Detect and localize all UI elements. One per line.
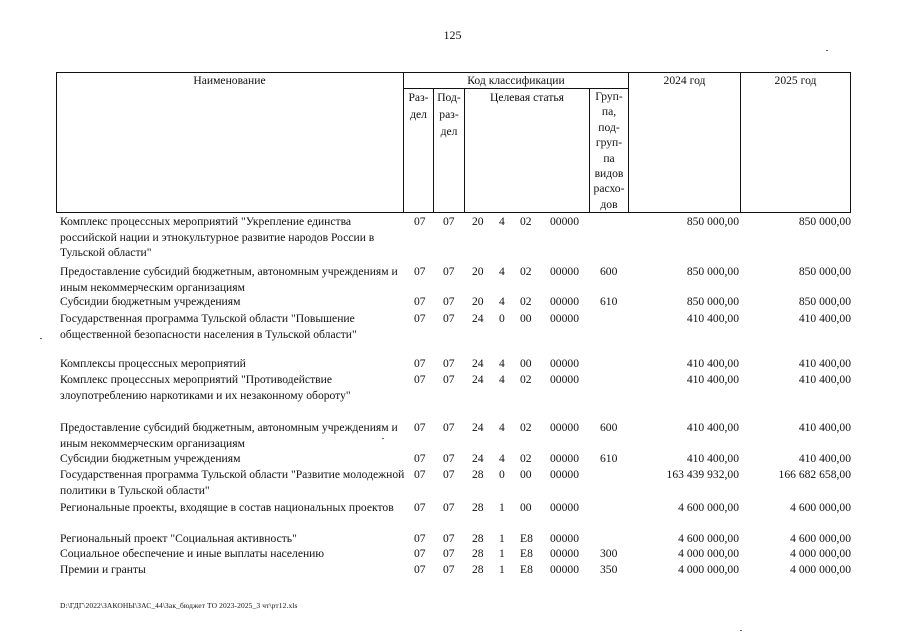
target-item-program: 20 xyxy=(472,265,484,278)
target-item-direction: 00000 xyxy=(550,295,579,308)
target-item-direction: 00000 xyxy=(550,468,579,481)
header-name: Наименование xyxy=(193,74,266,87)
amount-2024: 410 400,00 xyxy=(686,452,739,465)
razdel-cell: 07 xyxy=(414,265,426,278)
scan-speck xyxy=(382,438,384,439)
header-target-item: Целевая статья xyxy=(489,91,565,104)
target-item-program: 24 xyxy=(472,452,484,465)
razdel-cell: 07 xyxy=(414,421,426,434)
amount-2024: 163 439 932,00 xyxy=(666,468,739,481)
podrazdel-cell: 07 xyxy=(443,357,455,370)
expense-group-cell: 600 xyxy=(600,265,618,278)
target-item-direction: 00000 xyxy=(550,357,579,370)
target-item-program: 20 xyxy=(472,215,484,228)
target-item-type: 4 xyxy=(499,373,505,386)
scan-speck xyxy=(740,630,742,631)
amount-2025: 410 400,00 xyxy=(798,357,851,370)
target-item-direction: 00000 xyxy=(550,563,579,576)
target-item-program: 24 xyxy=(472,357,484,370)
row-name: Региональные проекты, входящие в состав национальных проектов xyxy=(60,501,394,514)
razdel-cell: 07 xyxy=(414,357,426,370)
target-item-direction: 00000 xyxy=(550,373,579,386)
razdel-cell: 07 xyxy=(414,312,426,325)
target-item-program: 28 xyxy=(472,468,484,481)
target-item-measure: 00 xyxy=(520,468,532,481)
amount-2024: 850 000,00 xyxy=(686,295,739,308)
amount-2025: 410 400,00 xyxy=(798,421,851,434)
podrazdel-cell: 07 xyxy=(443,452,455,465)
target-item-measure: E8 xyxy=(520,563,533,576)
header-group: Груп- па, под- груп- па видов расхо- дов xyxy=(593,90,625,211)
target-item-type: 1 xyxy=(499,563,505,576)
amount-2024: 410 400,00 xyxy=(686,357,739,370)
target-item-type: 0 xyxy=(499,468,505,481)
header-section: Раз- дел xyxy=(408,91,429,121)
row-name: Комплексы процессных мероприятий xyxy=(60,357,246,370)
amount-2025: 850 000,00 xyxy=(798,265,851,278)
header-year-2024: 2024 год xyxy=(663,74,706,87)
target-item-direction: 00000 xyxy=(550,532,579,545)
amount-2025: 4 600 000,00 xyxy=(790,532,851,545)
row-name: Государственная программа Тульской области "Повышение общественной безопасности населения в Тульской области" xyxy=(60,312,357,341)
target-item-type: 4 xyxy=(499,295,505,308)
header-classification-code: Код классификации xyxy=(467,74,565,87)
amount-2024: 4 600 000,00 xyxy=(678,532,739,545)
amount-2025: 410 400,00 xyxy=(798,373,851,386)
razdel-cell: 07 xyxy=(414,295,426,308)
amount-2024: 850 000,00 xyxy=(686,265,739,278)
target-item-type: 1 xyxy=(499,532,505,545)
target-item-program: 24 xyxy=(472,421,484,434)
header-left-rule xyxy=(56,72,57,213)
target-item-type: 4 xyxy=(499,265,505,278)
podrazdel-cell: 07 xyxy=(443,501,455,514)
header-subsection: Под- раз- дел xyxy=(437,91,461,138)
target-item-direction: 00000 xyxy=(550,547,579,560)
target-item-program: 28 xyxy=(472,547,484,560)
target-item-measure: 00 xyxy=(520,312,532,325)
target-item-program: 28 xyxy=(472,532,484,545)
row-name: Субсидии бюджетным учреждениям xyxy=(60,295,241,308)
target-item-direction: 00000 xyxy=(550,215,579,228)
amount-2025: 410 400,00 xyxy=(798,452,851,465)
target-item-type: 1 xyxy=(499,547,505,560)
target-item-measure: E8 xyxy=(520,532,533,545)
target-item-direction: 00000 xyxy=(550,421,579,434)
razdel-cell: 07 xyxy=(414,373,426,386)
amount-2024: 4 000 000,00 xyxy=(678,563,739,576)
podrazdel-cell: 07 xyxy=(443,547,455,560)
razdel-cell: 07 xyxy=(414,468,426,481)
podrazdel-cell: 07 xyxy=(443,215,455,228)
target-item-measure: E8 xyxy=(520,547,533,560)
amount-2024: 410 400,00 xyxy=(686,421,739,434)
row-name: Субсидии бюджетным учреждениям xyxy=(60,452,241,465)
razdel-cell: 07 xyxy=(414,563,426,576)
target-item-program: 20 xyxy=(472,295,484,308)
razdel-cell: 07 xyxy=(414,215,426,228)
amount-2025: 410 400,00 xyxy=(798,312,851,325)
header-year-2025: 2025 год xyxy=(774,74,817,87)
target-item-direction: 00000 xyxy=(550,265,579,278)
amount-2024: 410 400,00 xyxy=(686,373,739,386)
target-item-type: 4 xyxy=(499,452,505,465)
target-item-type: 4 xyxy=(499,421,505,434)
row-name: Предоставление субсидий бюджетным, автономным учреждениям и иным некоммерческим организациям xyxy=(60,265,398,294)
podrazdel-cell: 07 xyxy=(443,468,455,481)
row-name: Премии и гранты xyxy=(60,563,146,576)
row-name: Государственная программа Тульской области "Развитие молодежной политики в Тульской области" xyxy=(60,468,405,497)
razdel-cell: 07 xyxy=(414,501,426,514)
row-name: Региональный проект "Социальная активность" xyxy=(60,532,297,545)
amount-2024: 4 000 000,00 xyxy=(678,547,739,560)
expense-group-cell: 300 xyxy=(600,547,618,560)
row-name: Комплекс процессных мероприятий "Противодействие злоупотреблению наркотиками и их незаконному обороту" xyxy=(60,373,351,402)
amount-2025: 850 000,00 xyxy=(798,295,851,308)
podrazdel-cell: 07 xyxy=(443,373,455,386)
header-divider xyxy=(464,88,465,213)
amount-2024: 4 600 000,00 xyxy=(678,501,739,514)
podrazdel-cell: 07 xyxy=(443,563,455,576)
amount-2025: 166 682 658,00 xyxy=(778,468,851,481)
target-item-type: 1 xyxy=(499,501,505,514)
target-item-measure: 02 xyxy=(520,373,532,386)
expense-group-cell: 610 xyxy=(600,452,618,465)
header-divider xyxy=(740,72,741,213)
row-name: Социальное обеспечение и иные выплаты населению xyxy=(60,547,325,560)
file-path-footer: D:\ГДГ\2022\ЗАКОНЫ\ЗАС_44\Зак_бюджет ТО 2023-2025_3 чт\рт12.xls xyxy=(60,601,298,610)
podrazdel-cell: 07 xyxy=(443,295,455,308)
target-item-measure: 02 xyxy=(520,452,532,465)
target-item-direction: 00000 xyxy=(550,452,579,465)
target-item-measure: 02 xyxy=(520,265,532,278)
target-item-measure: 02 xyxy=(520,215,532,228)
header-bottom-rule xyxy=(56,212,851,213)
expense-group-cell: 600 xyxy=(600,421,618,434)
podrazdel-cell: 07 xyxy=(443,312,455,325)
target-item-measure: 00 xyxy=(520,501,532,514)
target-item-program: 24 xyxy=(472,373,484,386)
amount-2024: 850 000,00 xyxy=(686,215,739,228)
target-item-direction: 00000 xyxy=(550,501,579,514)
target-item-type: 4 xyxy=(499,357,505,370)
podrazdel-cell: 07 xyxy=(443,421,455,434)
razdel-cell: 07 xyxy=(414,547,426,560)
table-header xyxy=(56,72,851,213)
page-number: 125 xyxy=(443,28,462,42)
target-item-program: 28 xyxy=(472,501,484,514)
expense-group-cell: 610 xyxy=(600,295,618,308)
podrazdel-cell: 07 xyxy=(443,265,455,278)
razdel-cell: 07 xyxy=(414,452,426,465)
row-name: Комплекс процессных мероприятий "Укрепление единства российской нации и этнокультурное развитие народов России в Тульской области" xyxy=(60,215,375,259)
podrazdel-cell: 07 xyxy=(443,532,455,545)
header-right-rule xyxy=(850,72,851,213)
expense-group-cell: 350 xyxy=(600,563,618,576)
target-item-type: 0 xyxy=(499,312,505,325)
scan-speck xyxy=(826,50,828,51)
target-item-measure: 00 xyxy=(520,357,532,370)
target-item-program: 28 xyxy=(472,563,484,576)
header-divider xyxy=(628,72,629,213)
amount-2025: 850 000,00 xyxy=(798,215,851,228)
target-item-measure: 02 xyxy=(520,421,532,434)
amount-2024: 410 400,00 xyxy=(686,312,739,325)
target-item-program: 24 xyxy=(472,312,484,325)
amount-2025: 4 000 000,00 xyxy=(790,547,851,560)
target-item-measure: 02 xyxy=(520,295,532,308)
razdel-cell: 07 xyxy=(414,532,426,545)
amount-2025: 4 000 000,00 xyxy=(790,563,851,576)
row-name: Предоставление субсидий бюджетным, автономным учреждениям и иным некоммерческим организациям xyxy=(60,421,398,450)
amount-2025: 4 600 000,00 xyxy=(790,501,851,514)
target-item-direction: 00000 xyxy=(550,312,579,325)
target-item-type: 4 xyxy=(499,215,505,228)
scan-speck xyxy=(40,338,42,339)
